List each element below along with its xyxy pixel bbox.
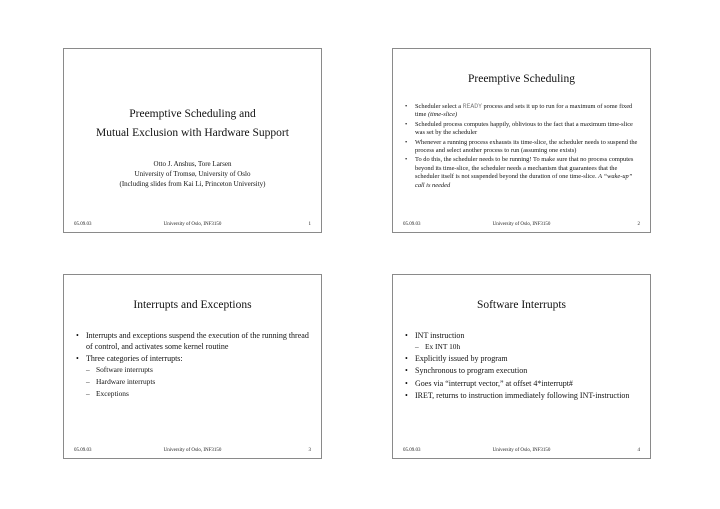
sub-item: – Software interrupts bbox=[86, 365, 311, 375]
page-number: 4 bbox=[637, 448, 640, 453]
bullet-item: • To do this, the scheduler needs to be running! To make sure that no process computes beyond its time-slice, the scheduler needs a mechanism that guarantees that the scheduler itself is not suspended beyond the duration of one time-slice. A “wake-up” call is needed bbox=[405, 156, 640, 190]
sub-item: – Hardware interrupts bbox=[86, 377, 311, 387]
footer-course: University of Oslo, INF3150 bbox=[163, 222, 222, 227]
footer-course: University of Oslo, INF3150 bbox=[163, 448, 222, 453]
sub-item: – Ex INT 10h bbox=[415, 342, 640, 352]
slide-4 bbox=[392, 274, 651, 459]
bullet-item: • Interrupts and exceptions suspend the execution of the running thread of control, and activates some kernel routine bbox=[76, 331, 311, 352]
footer-date: 05.09.03 bbox=[74, 222, 92, 227]
title-line-1: Preemptive Scheduling and bbox=[129, 108, 256, 120]
slide-3 bbox=[63, 274, 322, 459]
author-line-2: University of Tromsø, University of Oslo bbox=[134, 170, 251, 178]
bullet-item: • Explicitly issued by program bbox=[405, 354, 640, 365]
footer-course: University of Oslo, INF3150 bbox=[492, 448, 551, 453]
footer-date: 05.09.03 bbox=[74, 448, 92, 453]
bullet-list bbox=[405, 331, 640, 404]
slide-title: Interrupts and Exceptions bbox=[133, 299, 252, 311]
ready-state-text: READY bbox=[462, 103, 482, 110]
page-number: 2 bbox=[637, 222, 640, 227]
sub-list bbox=[86, 365, 311, 399]
bullet-list bbox=[405, 103, 640, 191]
slide-title: Preemptive Scheduling bbox=[468, 73, 575, 85]
bullet-item: • Synchronous to program execution bbox=[405, 366, 640, 377]
bullet-item: • Three categories of interrupts: – Software interrupts – Hardware interrupts – Exceptions bbox=[76, 354, 311, 399]
slide-title: Software Interrupts bbox=[476, 299, 567, 311]
title-line-2: Mutual Exclusion with Hardware Support bbox=[96, 127, 289, 139]
slide-1-title bbox=[64, 105, 321, 143]
bullet-item: • Goes via “interrupt vector,” at offset 4*interrupt# bbox=[405, 379, 640, 390]
slide-1-authors bbox=[64, 159, 321, 189]
bullet-item: • Scheduled process computes happily, oblivious to the fact that a maximum time-slice was set by the scheduler bbox=[405, 121, 640, 138]
author-line-1: Otto J. Anshus, Tore Larsen bbox=[153, 160, 232, 168]
sub-item: – Exceptions bbox=[86, 389, 311, 399]
footer-date: 05.09.03 bbox=[403, 222, 421, 227]
bullet-item: • IRET, returns to instruction immediately following INT-instruction bbox=[405, 391, 640, 402]
sub-list bbox=[415, 342, 640, 352]
slide-2 bbox=[392, 48, 651, 233]
slide-1 bbox=[63, 48, 322, 233]
author-line-3: (Including slides from Kai Li, Princeton University) bbox=[119, 180, 266, 188]
page-number: 1 bbox=[308, 222, 311, 227]
bullet-list bbox=[76, 331, 311, 401]
bullet-item: • Whenever a running process exhausts its time-slice, the scheduler needs to suspend the process and select another process to run (assuming one exists) bbox=[405, 139, 640, 156]
page-number: 3 bbox=[308, 448, 311, 453]
bullet-item: • Scheduler select a READY process and sets it up to run for a maximum of some fixed time (time-slice) bbox=[405, 103, 640, 120]
footer-course: University of Oslo, INF3150 bbox=[492, 222, 551, 227]
footer-date: 05.09.03 bbox=[403, 448, 421, 453]
bullet-item: • INT instruction – Ex INT 10h bbox=[405, 331, 640, 352]
